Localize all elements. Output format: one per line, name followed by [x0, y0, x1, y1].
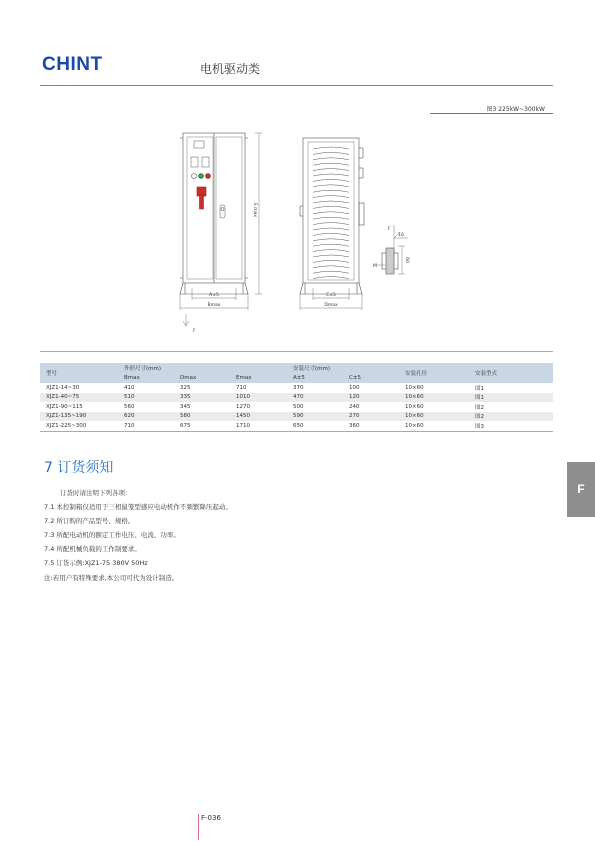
cell: 360 [343, 421, 399, 431]
cell: 10×60 [405, 384, 424, 391]
col-mount-dims: 安装尺寸(mm) [287, 363, 399, 373]
cell: 图2 [469, 412, 553, 422]
detail-60-label: 60 [404, 257, 409, 263]
louver-slat [313, 260, 349, 262]
col-dmax: Dmax [174, 373, 230, 383]
cell: 10×60 [399, 393, 469, 403]
figure-caption-divider [430, 113, 553, 114]
table-row [40, 421, 553, 431]
cell: 335 [174, 393, 230, 403]
louver-slat [313, 196, 349, 198]
order-note: 注:若用户有特殊要求,本公司可代为设计制造。 [44, 573, 179, 582]
louver-slat [313, 174, 349, 176]
cell: 410 [124, 384, 135, 391]
order-heading: 7 订货须知 [44, 460, 114, 476]
louver-slat [313, 217, 349, 219]
col-a: A±5 [287, 373, 343, 383]
louver-slat [313, 158, 349, 160]
cell: 710 [236, 384, 247, 391]
cell: 270 [343, 412, 399, 422]
cell: 370 [293, 384, 304, 391]
col-emax: Emax [230, 373, 287, 383]
louver-slat [313, 169, 349, 171]
page-number: F-036 [201, 814, 221, 822]
louver-slat [313, 212, 349, 214]
cell: XJZ1-90~115 [46, 403, 83, 410]
cabinet-drawing [150, 128, 450, 338]
table-row [40, 412, 553, 422]
louver-slat [313, 163, 349, 165]
louver-slat [313, 271, 349, 273]
louver-slat [313, 185, 349, 187]
table-header-row-1 [40, 363, 553, 373]
louver-slat [313, 190, 349, 192]
louver-slat [313, 255, 349, 257]
louver-slat [313, 239, 349, 241]
louver-slat [313, 206, 349, 208]
cell: 图3 [469, 421, 553, 431]
cell: 590 [287, 412, 343, 422]
cell: XJZ1-14~30 [46, 384, 80, 391]
table-top-divider [40, 351, 553, 352]
cell: 10×60 [399, 421, 469, 431]
dim-d-label: Dmax [324, 303, 338, 308]
section-title: 电机驱动类 [200, 62, 261, 76]
cell: 710 [118, 421, 174, 431]
col-mount-type: 安装型式 [469, 363, 553, 383]
louver-slat [313, 223, 349, 225]
cell: 345 [180, 403, 191, 410]
order-item: 7.2 所订购的产品型号、规格。 [44, 517, 135, 526]
cell: XJZ1-135~190 [40, 412, 118, 422]
cell: 图2 [475, 404, 484, 411]
cell: 510 [118, 393, 174, 403]
brand-logo: CHINT [42, 54, 103, 75]
col-hole: 安装孔径 [399, 363, 469, 383]
section-tab: F [567, 462, 595, 517]
cell: 560 [124, 403, 135, 410]
detail-f-label: F [388, 227, 391, 232]
cell: 500 [293, 403, 304, 410]
col-outline-dims: 外形尺寸(mm) [118, 363, 287, 373]
cell: 675 [174, 421, 230, 431]
table-row [40, 402, 553, 412]
order-notes [44, 486, 232, 585]
cell: 620 [118, 412, 174, 422]
table-row [40, 383, 553, 393]
cell: 1710 [230, 421, 287, 431]
cell: 图1 [469, 393, 553, 403]
cell: 120 [343, 393, 399, 403]
dim-e-label: E max [252, 202, 257, 218]
order-item: 7.4 所配机械负载的工作制要求。 [44, 545, 141, 554]
dim-c-label: C±5 [326, 293, 336, 298]
cell: 1450 [230, 412, 287, 422]
col-bmax: Bmax [118, 373, 174, 383]
dim-a-label: A±5 [209, 293, 219, 298]
figure-caption: 图3 225kW~300kW [486, 106, 545, 113]
louver-slat [313, 250, 349, 252]
cell: 图1 [475, 385, 484, 392]
louver-slat [313, 152, 349, 154]
louver-slat [313, 244, 349, 246]
cell: XJZ1-225~300 [40, 421, 118, 431]
detail-m-label: M [373, 264, 377, 269]
louver-slat [313, 266, 349, 268]
cell: 240 [349, 403, 360, 410]
page-number-rule [198, 814, 199, 840]
front-view [180, 133, 262, 326]
col-c: C±5 [343, 373, 399, 383]
side-view [300, 138, 364, 310]
cell: 1270 [236, 403, 250, 410]
cell: 325 [180, 384, 191, 391]
table-row [40, 393, 553, 403]
louver-slat [313, 233, 349, 235]
cell: 580 [174, 412, 230, 422]
cell: 650 [287, 421, 343, 431]
louver-slat [313, 277, 349, 279]
cell: 10×60 [399, 412, 469, 422]
cell: 1010 [230, 393, 287, 403]
header-divider [40, 85, 553, 86]
cell: 470 [287, 393, 343, 403]
dim-b-label: Bmax [207, 303, 221, 308]
cell: XJZ1-40~75 [40, 393, 118, 403]
order-item: 7.5 订货示例:XJZ1-75 380V 50Hz [44, 559, 148, 568]
order-item: 7.3 所配电动机的额定工作电压、电流、功率。 [44, 531, 180, 540]
detail-10-label: 10 [398, 233, 404, 238]
cell: 10×60 [405, 403, 424, 410]
louver-slat [313, 179, 349, 181]
order-intro: 订货时请注明下列各项: [60, 489, 128, 497]
louver-slat [313, 147, 349, 149]
spec-table [40, 363, 553, 432]
louver-slat [313, 228, 349, 230]
col-model: 型号 [40, 363, 118, 383]
order-item: 7.1 本控制箱仅适用于三相鼠笼型感应电动机作不频繁降压起动。 [44, 503, 232, 512]
section-f-label: F [193, 329, 196, 334]
louver-slat [313, 201, 349, 203]
cell: 100 [349, 384, 360, 391]
